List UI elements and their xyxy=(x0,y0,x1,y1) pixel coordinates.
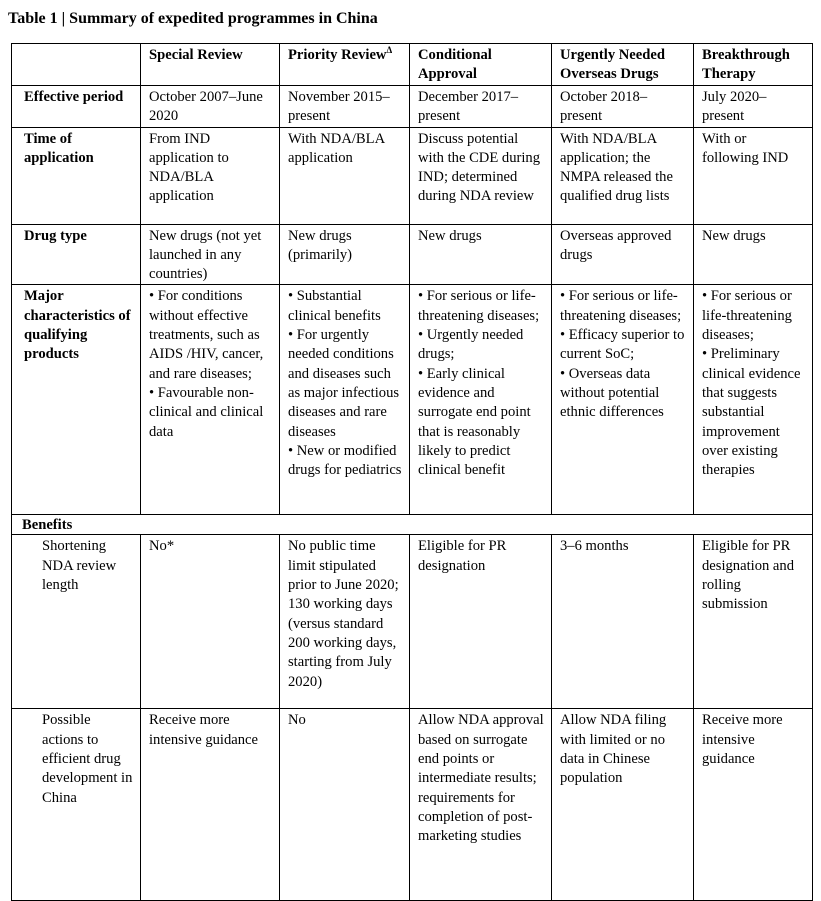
bullet-item: • For urgently needed conditions and diseases such as major infectious diseases and rare diseases xyxy=(288,327,400,440)
header-urgently-needed: Urgently Needed Overseas Drugs xyxy=(552,44,694,86)
rowhead-effective-period: Effective period xyxy=(12,86,141,128)
cell-time-urgent: With NDA/BLA application; the NMPA released the qualified drug lists xyxy=(552,127,694,224)
cell-effective-special: October 2007–June 2020 xyxy=(141,86,280,128)
bullet-item: • For serious or life-threatening diseases; xyxy=(560,288,682,324)
cell-possible-urgent: Allow NDA filing with limited or no data in Chinese population xyxy=(552,709,694,901)
cell-drugtype-priority: New drugs (primarily) xyxy=(280,224,410,285)
bullet-item: • Early clinical evidence and surrogate end point that is reasonably likely to predict clinical benefit xyxy=(418,365,531,479)
bullet-item: • Overseas data without potential ethnic differences xyxy=(560,365,664,421)
header-priority-review-label: Priority Review xyxy=(288,47,387,63)
cell-effective-urgent: October 2018–present xyxy=(552,86,694,128)
bullet-item: • For serious or life-threatening diseases; xyxy=(418,288,540,324)
cell-shortening-priority: No public time limit stipulated prior to June 2020; 130 working days (versus standard 200 working days, starting from July 2020) xyxy=(280,535,410,709)
row-effective-period xyxy=(12,86,813,128)
row-benefits-heading xyxy=(12,515,813,535)
cell-possible-special: Receive more intensive guidance xyxy=(141,709,280,901)
cell-possible-conditional: Allow NDA approval based on surrogate end points or intermediate results; requirements for completion of post-marketing studies xyxy=(410,709,552,901)
cell-effective-conditional: December 2017–present xyxy=(410,86,552,128)
cell-time-conditional: Discuss potential with the CDE during IND; determined during NDA review xyxy=(410,127,552,224)
cell-shortening-special: No* xyxy=(141,535,280,709)
cell-drugtype-conditional: New drugs xyxy=(410,224,552,285)
expedited-programmes-table xyxy=(11,43,813,901)
bullet-item: • Substantial clinical benefits xyxy=(288,288,381,324)
cell-possible-breakthrough: Receive more intensive guidance xyxy=(694,709,813,901)
table-caption: Table 1 | Summary of expedited programmes in China xyxy=(8,10,378,27)
row-time-of-application xyxy=(12,127,813,224)
cell-major-conditional xyxy=(410,285,552,515)
header-row xyxy=(12,44,813,86)
cell-major-breakthrough xyxy=(694,285,813,515)
cell-time-priority: With NDA/BLA application xyxy=(280,127,410,224)
cell-shortening-conditional: Eligible for PR designation xyxy=(410,535,552,709)
row-drug-type xyxy=(12,224,813,285)
cell-possible-priority: No xyxy=(280,709,410,901)
cell-drugtype-special: New drugs (not yet launched in any countries) xyxy=(141,224,280,285)
benefits-heading: Benefits xyxy=(12,515,813,535)
cell-shortening-breakthrough: Eligible for PR designation and rolling submission xyxy=(694,535,813,709)
cell-major-special xyxy=(141,285,280,515)
rowhead-time-of-application: Time of application xyxy=(12,127,141,224)
bullet-item: • Efficacy superior to current SoC; xyxy=(560,327,685,363)
bullet-item: • For conditions without effective treatments, such as AIDS /HIV, cancer, and rare diseases; xyxy=(149,288,264,382)
header-blank xyxy=(12,44,141,86)
bullet-item: • New or modified drugs for pediatrics xyxy=(288,442,402,479)
rowhead-major-characteristics: Major characteristics of qualifying products xyxy=(12,285,141,515)
cell-effective-breakthrough: July 2020–present xyxy=(694,86,813,128)
cell-shortening-urgent: 3–6 months xyxy=(552,535,694,709)
cell-drugtype-urgent: Overseas approved drugs xyxy=(552,224,694,285)
rowhead-possible-actions: Possible actions to efficient drug development in China xyxy=(12,709,141,901)
row-major-characteristics xyxy=(12,285,813,515)
bullet-item: • Preliminary clinical evidence that suggests substantial improvement over existing therapies xyxy=(702,346,801,479)
cell-major-priority xyxy=(280,285,410,515)
cell-effective-priority: November 2015–present xyxy=(280,86,410,128)
cell-drugtype-breakthrough: New drugs xyxy=(694,224,813,285)
row-possible-actions xyxy=(12,709,813,901)
header-special-review: Special Review xyxy=(141,44,280,86)
cell-time-special: From IND application to NDA/BLA application xyxy=(141,127,280,224)
cell-major-urgent xyxy=(552,285,694,515)
header-priority-review xyxy=(280,44,410,86)
header-conditional-approval: Conditional Approval xyxy=(410,44,552,86)
rowhead-drug-type: Drug type xyxy=(12,224,141,285)
bullet-item: • Favourable non-clinical and clinical data xyxy=(149,384,264,440)
header-breakthrough: Breakthrough Therapy xyxy=(694,44,813,86)
bullet-item: • For serious or life-threatening diseases; xyxy=(702,288,792,344)
header-priority-review-sup: Δ xyxy=(386,45,393,56)
row-shortening xyxy=(12,535,813,709)
cell-time-breakthrough: With or following IND xyxy=(694,127,813,224)
bullet-item: • Urgently needed drugs; xyxy=(418,327,524,363)
rowhead-shortening: Shortening NDA review length xyxy=(12,535,141,709)
